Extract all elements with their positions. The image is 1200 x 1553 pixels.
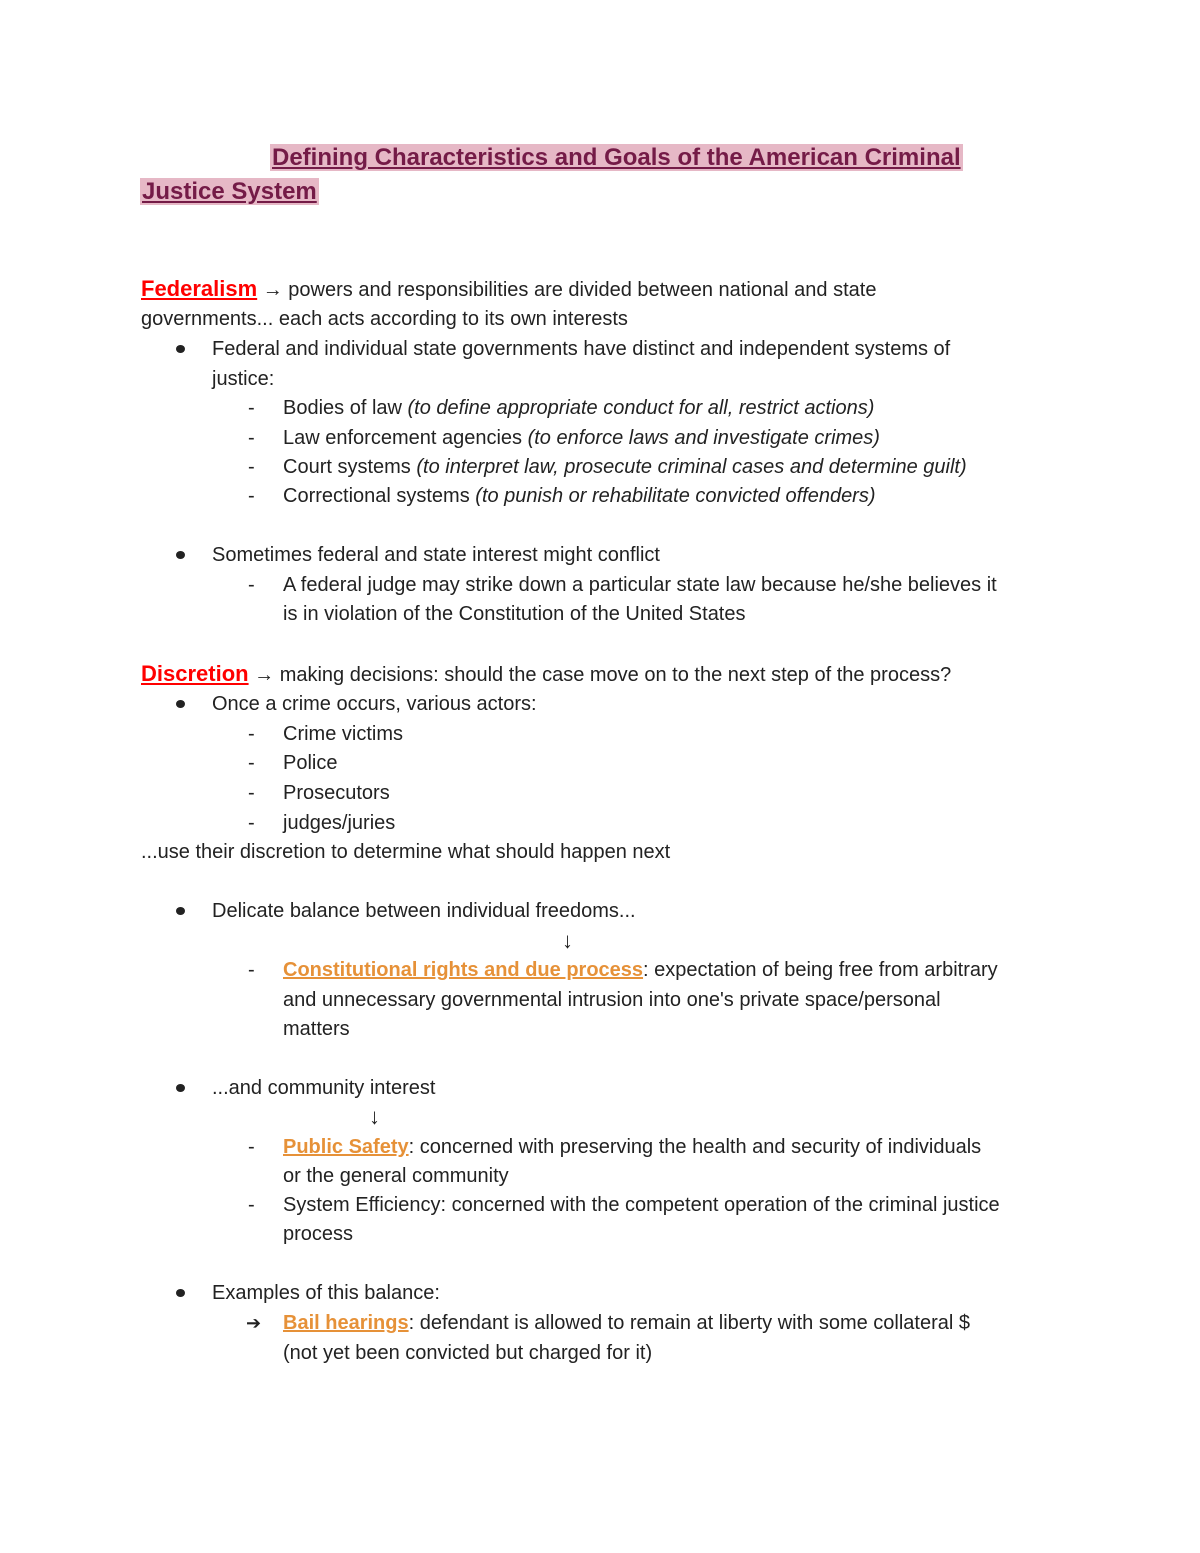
bail-hearings-term: Bail hearings: [283, 1312, 409, 1334]
list-item-cont: process: [283, 1223, 354, 1245]
dash-icon: -: [248, 959, 255, 981]
actor-item: judges/juries: [283, 812, 396, 834]
list-item-cont: (not yet been convicted but charged for it): [283, 1342, 653, 1364]
list-item-text: : defendant is allowed to remain at liberty with some collateral $: [408, 1312, 971, 1334]
dash-icon: -: [248, 812, 255, 834]
bullet-icon: [176, 551, 185, 559]
list-item-label: Law enforcement agencies: [283, 427, 528, 449]
list-item: [283, 423, 880, 453]
list-item-note: (to punish or rehabilitate convicted offenders): [475, 485, 876, 507]
list-item-note: (to enforce laws and investigate crimes): [527, 427, 880, 449]
arrow-bullet-icon: ➔: [246, 1313, 262, 1333]
discretion-bullet-1: Once a crime occurs, various actors:: [212, 693, 537, 715]
bullet-icon: [176, 1084, 185, 1092]
discretion-bullet-4: Examples of this balance:: [212, 1282, 440, 1304]
list-item-label: Bodies of law: [283, 397, 408, 419]
dash-icon: -: [248, 752, 255, 774]
dash-icon: -: [248, 782, 255, 804]
dash-icon: -: [248, 1194, 255, 1216]
dash-icon: -: [248, 427, 255, 449]
list-item: A federal judge may strike down a particular state law because he/she believes it: [283, 574, 997, 596]
discretion-bullet-2: Delicate balance between individual freedoms...: [212, 900, 636, 922]
list-item-note: (to interpret law, prosecute criminal cases and determine guilt): [416, 456, 967, 478]
page-title-line-1: [270, 142, 963, 174]
constitutional-rights-term: Constitutional rights and due process: [283, 959, 644, 981]
list-item-label: Correctional systems: [283, 485, 476, 507]
discretion-summary: ...use their discretion to determine what should happen next: [141, 841, 671, 863]
discretion-definition: [141, 659, 951, 690]
page-title-continued: Justice System: [142, 178, 317, 205]
dash-icon: -: [248, 397, 255, 419]
list-item: [283, 452, 967, 482]
list-item-label: Court systems: [283, 456, 417, 478]
list-item-cont: and unnecessary governmental intrusion into one's private space/personal: [283, 989, 941, 1011]
discretion-def-text: → making decisions: should the case move on to the next step of the process?: [248, 664, 952, 686]
dash-icon: -: [248, 723, 255, 745]
bullet-icon: [176, 345, 185, 353]
list-item: [283, 1132, 981, 1162]
page-title-line-2: [140, 176, 319, 208]
list-item-cont: is in violation of the Constitution of the United States: [283, 603, 746, 625]
list-item: System Efficiency: concerned with the competent operation of the criminal justice: [283, 1194, 1000, 1216]
public-safety-term: Public Safety: [283, 1136, 409, 1158]
dash-icon: -: [248, 456, 255, 478]
bullet-icon: [176, 700, 185, 708]
dash-icon: -: [248, 574, 255, 596]
list-item: [283, 1308, 970, 1338]
federalism-term: Federalism: [141, 276, 258, 301]
list-item-text: : concerned with preserving the health and security of individuals: [408, 1136, 982, 1158]
actor-item: Police: [283, 752, 338, 774]
discretion-term: Discretion: [141, 661, 249, 686]
bullet-icon: [176, 1289, 185, 1297]
federalism-definition: [141, 274, 876, 305]
dash-icon: -: [248, 1136, 255, 1158]
discretion-bullet-3: ...and community interest: [212, 1077, 436, 1099]
dash-icon: -: [248, 485, 255, 507]
down-arrow-icon: ↓: [369, 1104, 380, 1129]
federalism-bullet-1: Federal and individual state governments have distinct and independent systems of: [212, 338, 951, 360]
bullet-icon: [176, 907, 185, 915]
federalism-def-text: → powers and responsibilities are divided between national and state: [257, 279, 877, 301]
federalism-def-line-2: governments... each acts according to its own interests: [141, 308, 628, 330]
down-arrow-icon: ↓: [562, 928, 573, 953]
federalism-bullet-1-cont: justice:: [212, 368, 275, 390]
list-item: [283, 481, 876, 511]
list-item-cont: or the general community: [283, 1165, 509, 1187]
list-item-text: : expectation of being free from arbitrary: [643, 959, 998, 981]
federalism-bullet-2: Sometimes federal and state interest might conflict: [212, 544, 660, 566]
list-item: [283, 955, 998, 985]
list-item-cont: matters: [283, 1018, 350, 1040]
list-item: [283, 393, 874, 423]
page-title: Defining Characteristics and Goals of the American Criminal: [272, 144, 961, 171]
actor-item: Prosecutors: [283, 782, 390, 804]
actor-item: Crime victims: [283, 723, 403, 745]
list-item-note: (to define appropriate conduct for all, restrict actions): [407, 397, 875, 419]
